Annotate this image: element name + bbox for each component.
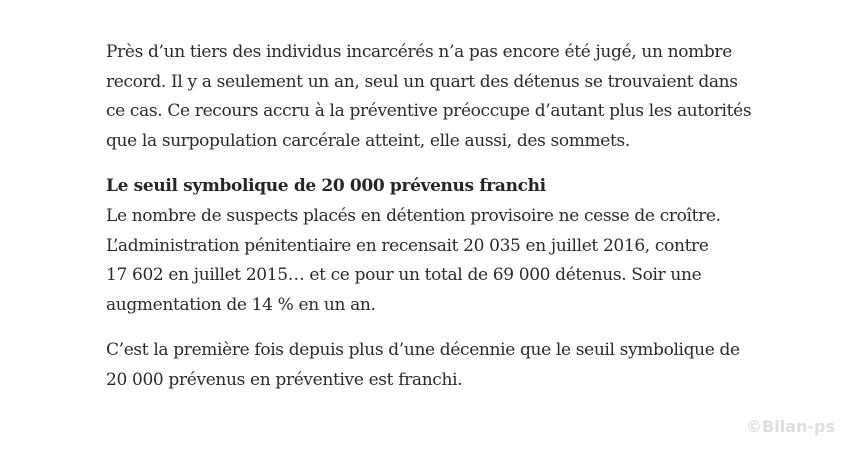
section-subheading: Le seuil symbolique de 20 000 prévenus franchi bbox=[106, 176, 546, 196]
watermark: ©Bilan-ps bbox=[746, 417, 835, 436]
paragraph-line: augmentation de 14 % en un an. bbox=[106, 294, 376, 315]
paragraph-line: record. Il y a seulement un an, seul un quart des détenus se trouvaient dans bbox=[106, 71, 738, 92]
paragraph-line: ce cas. Ce recours accru à la préventive préoccupe d’autant plus les autorités bbox=[106, 101, 752, 121]
paragraph-line: L’administration pénitentiaire en recensait 20 035 en juillet 2016, contre bbox=[106, 235, 709, 256]
paragraph-statistics bbox=[106, 202, 766, 320]
paragraph-line: Le nombre de suspects placés en détention provisoire ne cesse de croître. bbox=[106, 206, 721, 226]
paragraph-line: Près d’un tiers des individus incarcérés n’a pas encore été jugé, un nombre bbox=[106, 42, 732, 62]
paragraph-line: que la surpopulation carcérale atteint, elle aussi, des sommets. bbox=[106, 130, 630, 151]
paragraph-line: 20 000 prévenus en préventive est franchi. bbox=[106, 369, 463, 390]
article-body bbox=[106, 38, 766, 395]
paragraph-intro bbox=[106, 38, 766, 156]
paragraph-line: C’est la première fois depuis plus d’une décennie que le seuil symbolique de bbox=[106, 340, 740, 360]
paragraph-conclusion bbox=[106, 336, 766, 395]
paragraph-line: 17 602 en juillet 2015… et ce pour un total de 69 000 détenus. Soir une bbox=[106, 265, 702, 285]
